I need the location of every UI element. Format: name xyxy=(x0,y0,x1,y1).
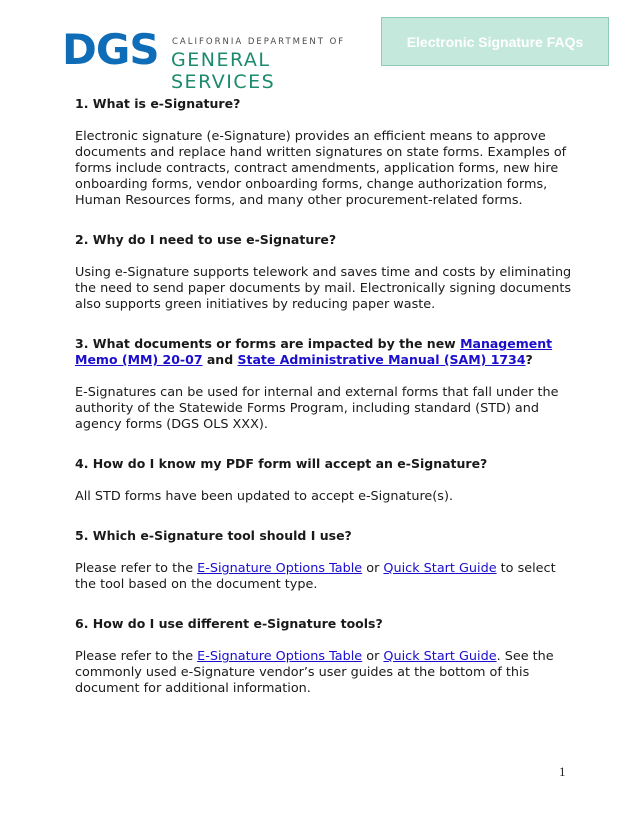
esignature-options-table-link-2[interactable]: E-Signature Options Table xyxy=(197,649,363,664)
logo-dept-line: CALIFORNIA DEPARTMENT OF xyxy=(172,37,346,47)
faq-question-3-suffix: ? xyxy=(525,352,533,367)
header-title: Electronic Signature FAQs xyxy=(406,33,584,50)
faq-answer-5 xyxy=(75,561,575,593)
quick-start-guide-link-2[interactable]: Quick Start Guide xyxy=(383,649,497,664)
faq-answer-5-suffix: to select the tool based on the document type. xyxy=(75,561,556,592)
quick-start-guide-link[interactable]: Quick Start Guide xyxy=(383,561,497,576)
page-number: 1 xyxy=(559,764,566,779)
sam-1734-link[interactable]: State Administrative Manual (SAM) 1734 xyxy=(237,352,526,367)
faq-question-5: 5. Which e-Signature tool should I use? xyxy=(75,528,352,543)
faq-answer-4: All STD forms have been updated to accept e-Signature(s). xyxy=(75,489,454,504)
faq-answer-3: E-Signatures can be used for internal and external forms that fall under the authority of the Statewide Forms Program, including standard (STD) and agency forms (DGS OLS XXX). xyxy=(75,385,559,432)
faq-answer-6-suffix: . See the commonly used e-Signature vendor’s user guides at the bottom of this document for additional information. xyxy=(75,649,554,696)
esignature-options-table-link[interactable]: E-Signature Options Table xyxy=(197,561,363,576)
faq-answer-5-mid: or xyxy=(362,561,384,576)
logo-name-line: GENERAL SERVICES xyxy=(171,49,276,93)
faq-answer-6 xyxy=(75,649,575,697)
faq-question-3-prefix: 3. What documents or forms are impacted by the new xyxy=(75,336,461,351)
faq-content xyxy=(75,96,575,720)
faq-question-3 xyxy=(75,336,575,368)
header-title-box xyxy=(381,17,609,66)
faq-answer-2: Using e-Signature supports telework and saves time and costs by eliminating the need to send paper documents by mail. Electronically signing documents also supports green initiatives by reducing paper waste. xyxy=(75,265,572,312)
management-memo-link[interactable]: Management Memo (MM) 20-07 xyxy=(75,336,553,367)
faq-question-1: 1. What is e-Signature? xyxy=(75,96,241,111)
logo-mark: DGS xyxy=(62,25,159,74)
faq-answer-6-prefix: Please refer to the xyxy=(75,649,198,664)
faq-answer-5-prefix: Please refer to the xyxy=(75,561,198,576)
faq-question-4: 4. How do I know my PDF form will accept an e-Signature? xyxy=(75,456,488,471)
faq-question-3-mid: and xyxy=(202,352,238,367)
faq-question-2: 2. Why do I need to use e-Signature? xyxy=(75,232,337,247)
faq-answer-1: Electronic signature (e-Signature) provides an efficient means to approve documents and replace hand written signatures on state forms. Examples of forms include contracts, contract amendments, application forms, new hire onboarding forms, vendor onboarding forms, change authorization forms, Human Resources forms, and many other procurement-related forms. xyxy=(75,129,567,208)
dgs-logo xyxy=(62,25,362,93)
faq-answer-6-mid: or xyxy=(362,649,384,664)
faq-question-6: 6. How do I use different e-Signature tools? xyxy=(75,616,383,631)
